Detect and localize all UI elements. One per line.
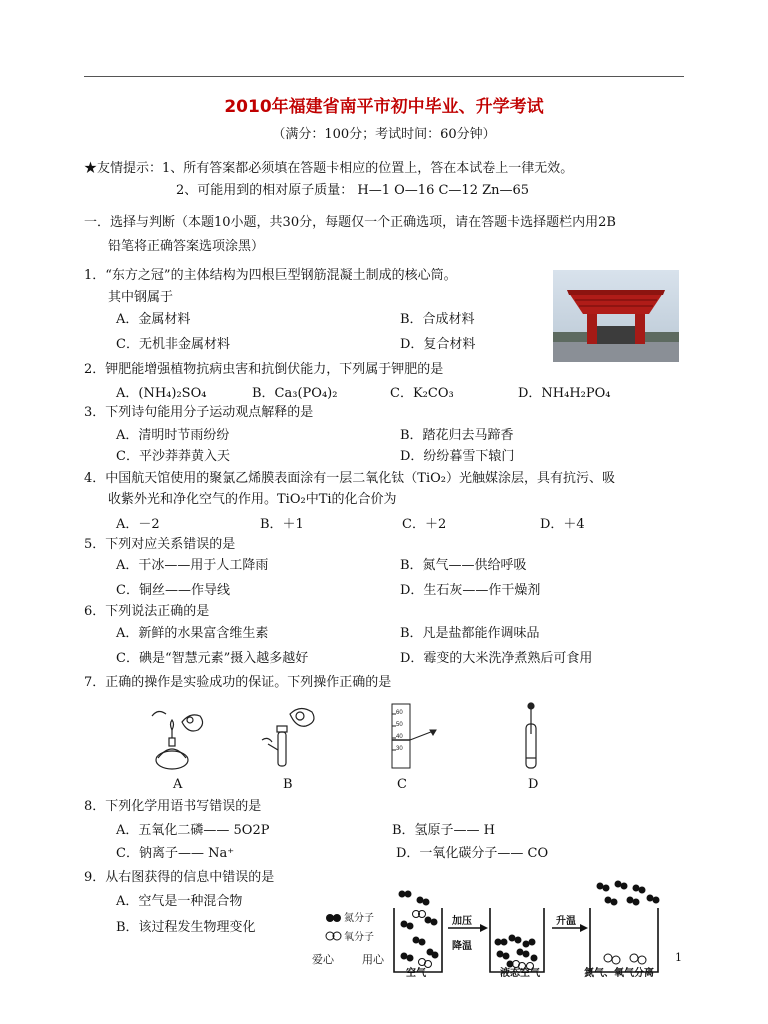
question-9-stem: 9．从右图获得的信息中错误的是 [84,870,275,885]
lab-figure-c-graduated-cylinder [378,700,448,776]
question-4-option-a: A．－2 [116,517,160,532]
svg-text:60: 60 [396,710,403,716]
legend-nitrogen-molecule: 氮分子 [344,913,374,924]
question-2-option-b: B．Ca₃(PO₄)₂ [252,386,338,401]
question-5-option-a: A．干冰——用于人工降雨 [116,558,269,573]
question-8-option-c: C．钠离子—— Na⁺ [116,846,235,861]
question-8-option-d: D．一氧化碳分子—— CO [396,846,549,861]
step-pressurize-label: 加压 [452,916,472,927]
question-6-option-d: D．霉变的大米洗净煮熟后可食用 [400,651,593,666]
caption-separation: 氮气、氧气分离 [584,968,654,979]
caption-air: 空气 [406,968,426,979]
svg-text:30: 30 [396,746,403,752]
question-4-stem: 4．中国航天馆使用的聚氯乙烯膜表面涂有一层二氧化钛（TiO₂）光触媒涂层，具有抗污、吸 [84,471,615,486]
caption-liquid-air: 液态空气 [500,968,540,979]
question-8-option-b: B．氢原子—— H [392,823,496,838]
section-header-line-2: 铅笔将正确答案选项涂黑） [108,239,265,254]
figure-label-c: C [397,777,407,792]
exam-subtitle: （满分：100分；考试时间：60分钟） [272,127,496,142]
question-4-stem-2: 收紫外光和净化空气的作用。TiO₂中Ti的化合价为 [108,492,397,507]
lab-figure-d-test-tube [498,700,568,776]
question-4-option-d: D．＋4 [540,517,585,532]
question-2-option-d: D．NH₄H₂PO₄ [518,386,611,401]
tip-line-1: ★友情提示：1、所有答案都必须填在答题卡相应的位置上，答在本试卷上一律无效。 [84,161,574,176]
legend-oxygen-molecule: 氧分子 [344,932,374,943]
question-2-option-c: C．K₂CO₃ [390,386,454,401]
question-5-option-c: C．铜丝——作导线 [116,583,230,598]
page-number: 1 [675,951,682,964]
question-3-stem: 3．下列诗句能用分子运动观点解释的是 [84,405,314,420]
footer-left-text: 爱心 [312,953,334,966]
question-1-option-b: B．合成材料 [400,312,475,327]
step-cool-label: 降温 [452,941,472,952]
figure-label-b: B [283,777,293,792]
question-4-option-b: B．＋1 [260,517,304,532]
question-4-option-c: C．＋2 [402,517,447,532]
question-3-option-c: C．平沙莽莽黄入天 [116,449,230,464]
footer-mid-text: 用心 [362,953,384,966]
question-5-stem: 5．下列对应关系错误的是 [84,537,236,552]
section-header-line-1: 一．选择与判断（本题10小题，共30分，每题仅一个正确选项，请在答题卡选择题栏内用2B [84,215,616,230]
top-rule [84,76,684,77]
question-8-option-a: A．五氧化二磷—— 5O2P [116,823,270,838]
question-8-stem: 8．下列化学用语书写错误的是 [84,799,262,814]
figure-label-d: D [528,777,539,792]
lab-figure-a-alcohol-lamp [142,700,212,776]
china-pavilion-photo [553,270,679,362]
question-7-stem: 7．正确的操作是实验成功的保证。下列操作正确的是 [84,675,392,690]
figure-label-a: A [173,777,183,792]
question-9-option-b: B．该过程发生物理变化 [116,920,256,935]
question-3-option-b: B．踏花归去马蹄香 [400,428,514,443]
question-6-stem: 6．下列说法正确的是 [84,604,210,619]
step-heat-label: 升温 [556,916,576,927]
question-2-stem: 2．钾肥能增强植物抗病虫害和抗倒伏能力，下列属于钾肥的是 [84,362,444,377]
question-1-option-c: C．无机非金属材料 [116,337,230,352]
question-3-option-d: D．纷纷暮雪下辕门 [400,449,515,464]
question-1-stem-2: 其中钢属于 [108,290,174,305]
question-6-option-b: B．凡是盐都能作调味品 [400,626,540,641]
lab-figure-b-dropper [254,700,324,776]
tip-line-2: 2、可能用到的相对原子质量： H—1 O—16 C—12 Zn—65 [176,183,530,198]
question-1-option-d: D．复合材料 [400,337,476,352]
exam-title: 2010年福建省南平市初中毕业、升学考试 [224,97,544,117]
svg-text:40: 40 [396,734,403,740]
question-3-option-a: A．清明时节雨纷纷 [116,428,230,443]
question-5-option-d: D．生石灰——作干燥剂 [400,583,541,598]
question-5-option-b: B．氮气——供给呼吸 [400,558,527,573]
question-9-option-a: A．空气是一种混合物 [116,894,243,909]
question-1-option-a: A．金属材料 [116,312,191,327]
question-6-option-a: A．新鲜的水果富含维生素 [116,626,269,641]
question-2-option-a: A．(NH₄)₂SO₄ [116,386,207,401]
question-6-option-c: C．碘是“智慧元素”摄入越多越好 [116,651,309,666]
svg-text:50: 50 [396,722,403,728]
question-1-stem: 1．“东方之冠”的主体结构为四根巨型钢筋混凝土制成的核心筒。 [84,268,457,283]
